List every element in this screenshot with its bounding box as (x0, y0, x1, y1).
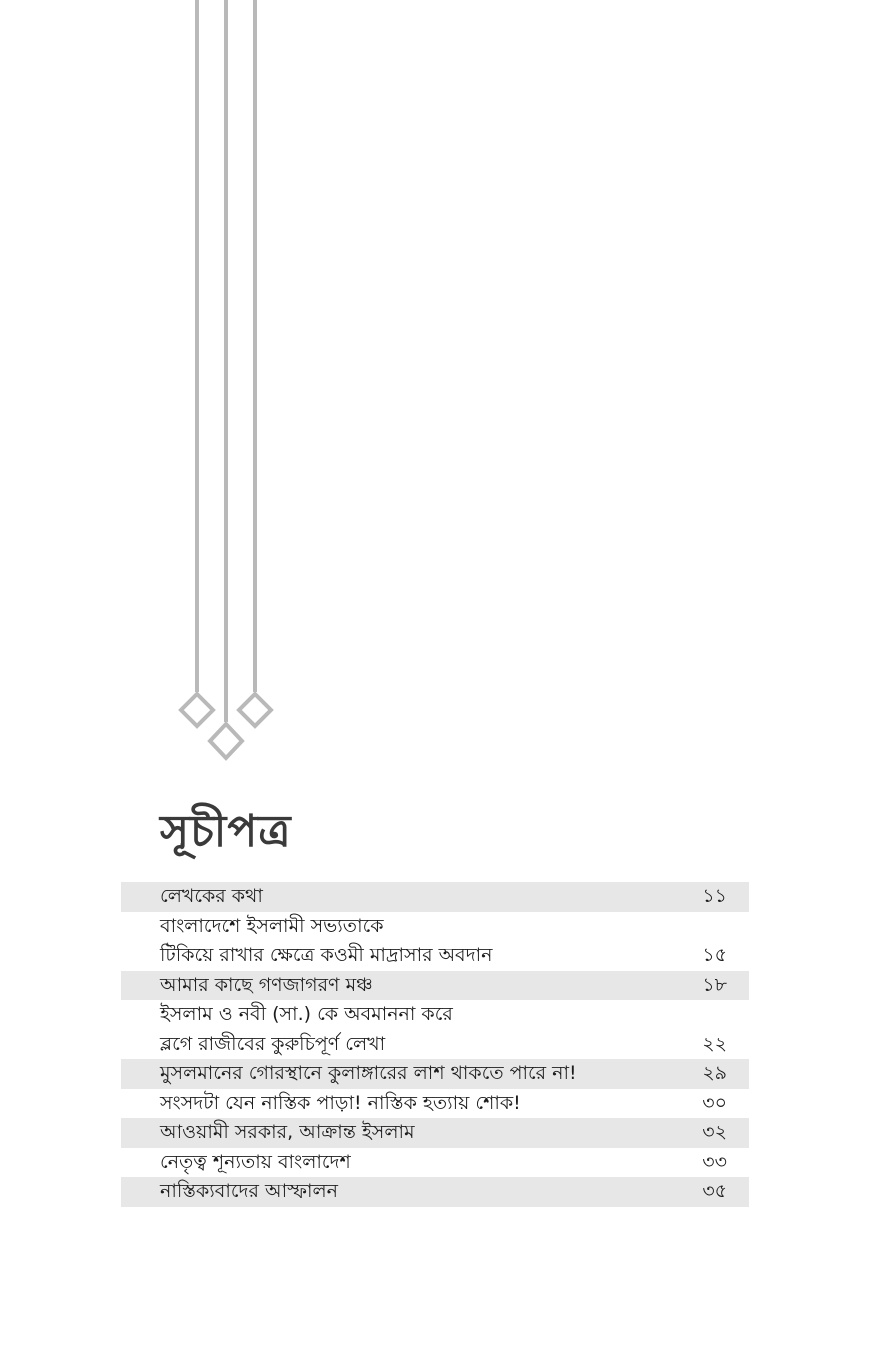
toc-entry-title-line: নাস্তিক্যবাদের আস্ফালন (160, 1180, 338, 1202)
toc-entry-title-line: ব্লগে রাজীবের কুরুচিপূর্ণ লেখা (160, 1032, 386, 1055)
toc-entry-title-line: টিকিয়ে রাখার ক্ষেত্রে কওমী মাদ্রাসার অবদান (160, 944, 493, 966)
toc-entry-page: ৩৩ (702, 1150, 727, 1173)
toc-entry-title (160, 912, 492, 971)
toc-entry (121, 1148, 749, 1178)
toc-entry-title-line: সংসদটা যেন নাস্তিক পাড়া! নাস্তিক হত্যায় শোক! (160, 1091, 521, 1114)
toc-entry-title (160, 1118, 415, 1148)
toc-entry (121, 971, 749, 1001)
ornament-diamond-right (239, 694, 271, 726)
table-of-contents (121, 882, 749, 1207)
toc-entry-title (160, 1089, 521, 1119)
decorative-ornament (170, 0, 290, 770)
toc-entry-page: ১৫ (702, 944, 727, 966)
toc-heading: সূচীপত্র (160, 806, 292, 857)
toc-entry-page: ২৯ (702, 1062, 727, 1084)
toc-entry-page: ৩২ (702, 1121, 727, 1143)
toc-entry-title-line: মুসলমানের গোরস্থানে কুলাঙ্গারের লাশ থাকতে পারে না! (160, 1062, 577, 1084)
toc-entry-title-line: বাংলাদেশে ইসলামী সভ্যতাকে (160, 914, 384, 937)
toc-entry-page: ২২ (702, 1032, 727, 1055)
toc-entry (121, 1000, 749, 1059)
toc-entry-title (160, 1148, 351, 1178)
toc-entry-title (160, 1000, 453, 1059)
ornament-diamond-middle (210, 724, 242, 758)
toc-entry-page: ১৮ (702, 973, 727, 996)
toc-entry-title (160, 1059, 577, 1089)
toc-entry (121, 912, 749, 971)
toc-entry (121, 882, 749, 912)
toc-entry-page: ১১ (702, 885, 727, 907)
toc-entry-title-line: লেখকের কথা (160, 885, 263, 907)
ornament-diamond-left (181, 694, 213, 726)
toc-entry-title-line: আওয়ামী সরকার, আক্রান্ত ইসলাম (160, 1121, 415, 1143)
toc-entry (121, 1118, 749, 1148)
toc-entry-title (160, 971, 373, 1001)
toc-entry-title (160, 1177, 338, 1207)
toc-entry (121, 1059, 749, 1089)
toc-entry (121, 1089, 749, 1119)
toc-entry-page: ৩০ (702, 1091, 727, 1114)
toc-entry-title-line: আমার কাছে গণজাগরণ মঞ্চ (160, 973, 373, 996)
toc-entry-page: ৩৫ (702, 1180, 727, 1202)
toc-entry-title-line: ইসলাম ও নবী (সা.) কে অবমাননা করে (160, 1003, 453, 1025)
toc-entry-title-line: নেতৃত্ব শূন্যতায় বাংলাদেশ (160, 1150, 351, 1173)
toc-entry (121, 1177, 749, 1207)
toc-entry-title (160, 882, 263, 912)
